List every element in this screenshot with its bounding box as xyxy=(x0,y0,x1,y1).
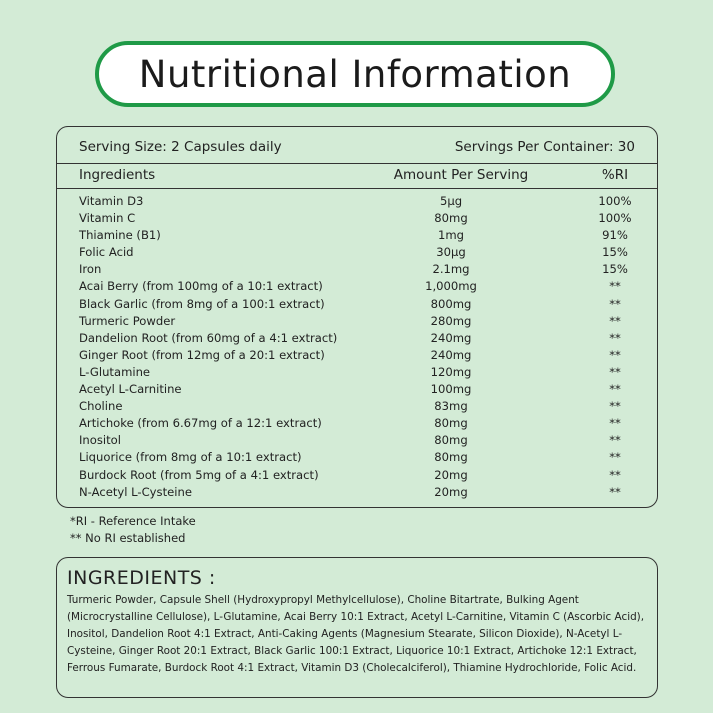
table-row: L-Glutamine 120mg ** xyxy=(57,364,657,381)
ingredient-name: Choline xyxy=(79,399,123,414)
table-row: Thiamine (B1) 1mg 91% xyxy=(57,227,657,244)
ingredient-name: Iron xyxy=(79,262,102,277)
table-row: Artichoke (from 6.67mg of a 12:1 extract) 80mg ** xyxy=(57,415,657,432)
divider xyxy=(57,163,657,164)
ingredients-list: Turmeric Powder, Capsule Shell (Hydroxypropyl Methylcellulose), Choline Bitartrate, Bulking Agent (Microcrystalline Cellulose), L-Glutamine, Acai Berry 10:1 Extract, Acetyl L-Carnitine, Vitamin C (Ascorbic Acid), Inositol, Dandelion Root 4:1 Extract, Anti-Caking Agents (Magnesium Stearate, Silicon Dioxide), N-Acetyl L-Cysteine, Ginger Root 20:1 Extract, Black Garlic 100:1 Extract, Liquorice 10:1 Extract, Artichoke 12:1 Extract, Ferrous Fumarate, Burdock Root 4:1 Extract, Vitamin D3 (Cholecalciferol), Thiamine Hydrochloride, Folic Acid. xyxy=(67,594,645,674)
ingredient-name: Artichoke (from 6.67mg of a 12:1 extract) xyxy=(79,416,322,431)
ingredient-name: Liquorice (from 8mg of a 10:1 extract) xyxy=(79,450,302,465)
ingredient-name: Vitamin D3 xyxy=(79,194,144,208)
ingredient-name: Inositol xyxy=(79,433,121,448)
table-row: Acetyl L-Carnitine 100mg ** xyxy=(57,381,657,398)
table-row: Folic Acid 30µg 15% xyxy=(57,244,657,261)
ingredient-name: L-Glutamine xyxy=(79,364,151,379)
serving-size: Serving Size: 2 Capsules daily xyxy=(79,139,282,155)
nutrition-facts-table xyxy=(56,126,658,508)
table-row: Dandelion Root (from 60mg of a 4:1 extract) 240mg ** xyxy=(57,330,657,347)
ingredient-name: Acai Berry (from 100mg of a 10:1 extract) xyxy=(79,279,323,294)
serving-info xyxy=(79,139,635,155)
ingredient-name: Vitamin C xyxy=(79,211,136,226)
table-row: Liquorice (from 8mg of a 10:1 extract) 80mg ** xyxy=(57,449,657,466)
ingredients-panel xyxy=(56,557,658,698)
divider xyxy=(57,188,657,189)
servings-per-container: Servings Per Container: 30 xyxy=(454,139,635,155)
table-row: N-Acetyl L-Cysteine 20mg ** xyxy=(57,484,657,501)
table-row: Inositol 80mg ** xyxy=(57,432,657,449)
title-banner xyxy=(95,41,615,107)
ingredient-name: Dandelion Root (from 60mg of a 4:1 extract) xyxy=(79,330,338,345)
ingredient-name: Turmeric Powder xyxy=(79,313,176,328)
page-title: Nutritional Information xyxy=(138,52,572,96)
header-ingredients: Ingredients xyxy=(79,167,156,183)
ingredient-name: Burdock Root (from 5mg of a 4:1 extract) xyxy=(79,467,319,482)
table-row: Choline 83mg ** xyxy=(57,398,657,415)
no-ri-footnote: ** No RI established xyxy=(70,531,186,545)
table-row: Burdock Root (from 5mg of a 4:1 extract) 20mg ** xyxy=(57,467,657,484)
table-row: Ginger Root (from 12mg of a 20:1 extract) 240mg ** xyxy=(57,347,657,364)
table-body xyxy=(57,193,657,501)
ingredient-name: Acetyl L-Carnitine xyxy=(79,382,182,397)
ingredient-name: N-Acetyl L-Cysteine xyxy=(79,484,192,499)
table-row: Vitamin C 80mg 100% xyxy=(57,210,657,227)
table-row: Turmeric Powder 280mg ** xyxy=(57,313,657,330)
ingredient-name: Black Garlic (from 8mg of a 100:1 extract) xyxy=(79,296,325,311)
ingredient-name: Ginger Root (from 12mg of a 20:1 extract) xyxy=(79,347,325,362)
ingredient-name: Folic Acid xyxy=(79,245,134,260)
table-row: Vitamin D3 5µg 100% xyxy=(57,193,657,210)
ingredient-name: Thiamine (B1) xyxy=(79,228,161,243)
table-row: Iron 2.1mg 15% xyxy=(57,261,657,278)
ingredients-title: INGREDIENTS : xyxy=(67,567,216,589)
ri-footnote: *RI - Reference Intake xyxy=(70,514,196,528)
footnotes xyxy=(70,513,196,547)
table-row: Black Garlic (from 8mg of a 100:1 extract) 800mg ** xyxy=(57,296,657,313)
table-row: Acai Berry (from 100mg of a 10:1 extract) 1,000mg ** xyxy=(57,278,657,295)
table-header: Ingredients Amount Per Serving %RI xyxy=(79,167,629,183)
